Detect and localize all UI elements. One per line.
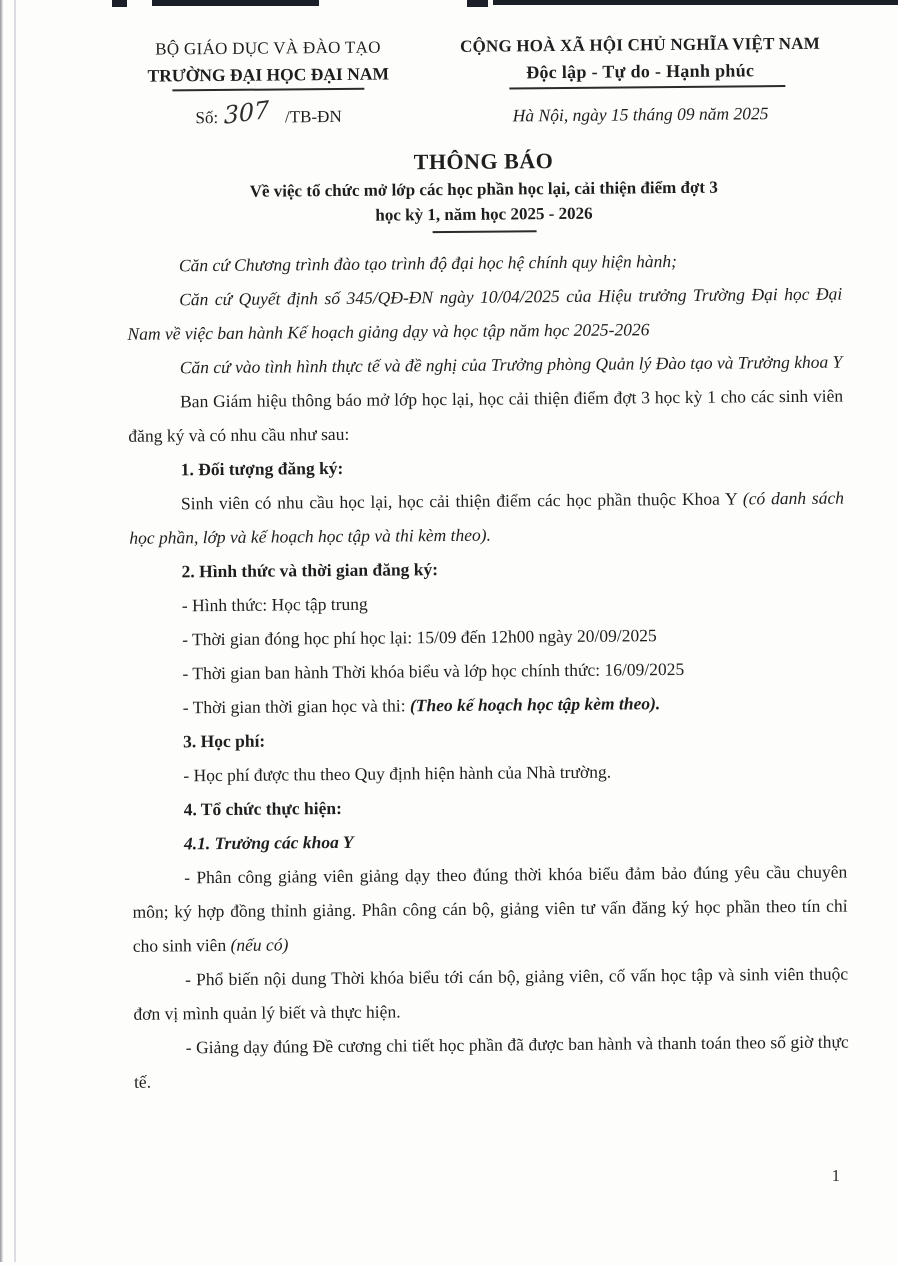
paragraph-segment: - Phổ biến nội dung Thời khóa biểu tới cán bộ, giảng viên, cố vấn học tập và sinh viên thuộc đơn vị mình quản lý biết và thực hiện. <box>133 963 849 1024</box>
paragraph <box>132 855 848 963</box>
university-underline <box>172 88 364 92</box>
document-subtitle-line2: học kỳ 1, năm học 2025 - 2026 <box>375 203 593 225</box>
date-line: Hà Nội, ngày 15 tháng 09 năm 2025 <box>512 103 769 126</box>
paragraph-segment: - Học phí được thu theo Quy định hiện hành của Nhà trường. <box>183 761 612 786</box>
document-subtitle-line1: Về việc tổ chức mở lớp các học phần học lại, cải thiện điểm đợt 3 <box>249 177 718 201</box>
paragraph-segment: - Thời gian đóng học phí học lại: 15/09 đến 12h00 ngày 20/09/2025 <box>182 625 657 650</box>
document-body <box>127 243 849 1099</box>
paragraph-segment: (nếu có) <box>230 934 289 955</box>
paragraph <box>134 1025 850 1099</box>
paragraph-segment: 4.1. Trưởng các khoa Y <box>183 831 354 854</box>
handwritten-number: 307 <box>222 95 270 130</box>
ministry-name: BỘ GIÁO DỤC VÀ ĐÀO TẠO <box>155 37 381 59</box>
number-prefix: Số: <box>195 108 219 128</box>
country-motto-line1: CỘNG HOÀ XÃ HỘI CHỦ NGHĨA VIỆT NAM <box>459 33 821 56</box>
paragraph-segment: - Hình thức: Học tập trung <box>181 593 368 616</box>
paragraph <box>128 379 844 453</box>
paragraph-segment: Ban Giám hiệu thông báo mở lớp học lại, học cải thiện điểm đợt 3 học kỳ 1 cho các sinh viên đăng ký và có nhu cầu như sau: <box>128 385 844 446</box>
paragraph-segment: (có danh sách học phần, lớp và kế hoạch học tập và thi kèm theo). <box>129 487 845 548</box>
country-motto-line2: Độc lập - Tự do - Hạnh phúc <box>526 60 755 83</box>
paragraph-segment: - Phân công giảng viên giảng dạy theo đúng thời khóa biểu đảm bảo đúng yêu cầu chuyên môn; ký hợp đồng thỉnh giảng. Phân công cán bộ, giảng viên tư vấn đăng ký học phần theo tín chỉ cho sinh viên <box>132 861 848 956</box>
paragraph <box>127 277 843 351</box>
paragraph-segment: - Thời gian thời gian học và thi: <box>182 695 411 718</box>
paragraph-segment: - Thời gian ban hành Thời khóa biểu và lớp học chính thức: 16/09/2025 <box>182 658 685 684</box>
university-name: TRƯỜNG ĐẠI HỌC ĐẠI NAM <box>147 63 390 86</box>
paragraph <box>133 957 849 1031</box>
number-suffix: /TB-ĐN <box>284 106 342 127</box>
paragraph <box>129 481 845 555</box>
paragraph-segment: 3. Học phí: <box>182 730 266 752</box>
paragraph-segment: Căn cứ vào tình hình thực tế và đề nghị của Trưởng phòng Quản lý Đào tạo và Trưởng khoa Y <box>179 351 843 378</box>
page-number: 1 <box>831 1166 840 1185</box>
paragraph-segment: - Giảng dạy đúng Đề cương chi tiết học phần đã được ban hành và thanh toán theo số giờ thực tế. <box>133 1031 849 1092</box>
paragraph-segment: 1. Đối tượng đăng ký: <box>180 457 344 480</box>
paragraph-segment: Sinh viên có nhu cầu học lại, học cải thiện điểm các học phần thuộc Khoa Y <box>180 488 743 514</box>
paragraph-segment: 2. Hình thức và thời gian đăng ký: <box>181 559 439 582</box>
national-header-block <box>435 31 846 132</box>
paragraph-segment: Căn cứ Chương trình đào tạo trình độ đại học hệ chính quy hiện hành; <box>178 251 677 276</box>
paragraph-segment: (Theo kế hoạch học tập kèm theo). <box>409 693 661 716</box>
paragraph-segment: 4. Tổ chức thực hiện: <box>183 797 342 820</box>
title-block <box>126 144 842 236</box>
document-number <box>103 95 433 134</box>
document-header <box>0 30 894 135</box>
issuing-agency-block <box>103 34 434 134</box>
paragraph-segment: Căn cứ Quyết định số 345/QĐ-ĐN ngày 10/04/2025 của Hiệu trưởng Trường Đại học Đại Nam về việc ban hành Kế hoạch giảng dạy và học tập năm học 2025-2026 <box>127 283 843 344</box>
title-underline <box>432 230 536 233</box>
document-title: THÔNG BÁO <box>413 148 554 175</box>
